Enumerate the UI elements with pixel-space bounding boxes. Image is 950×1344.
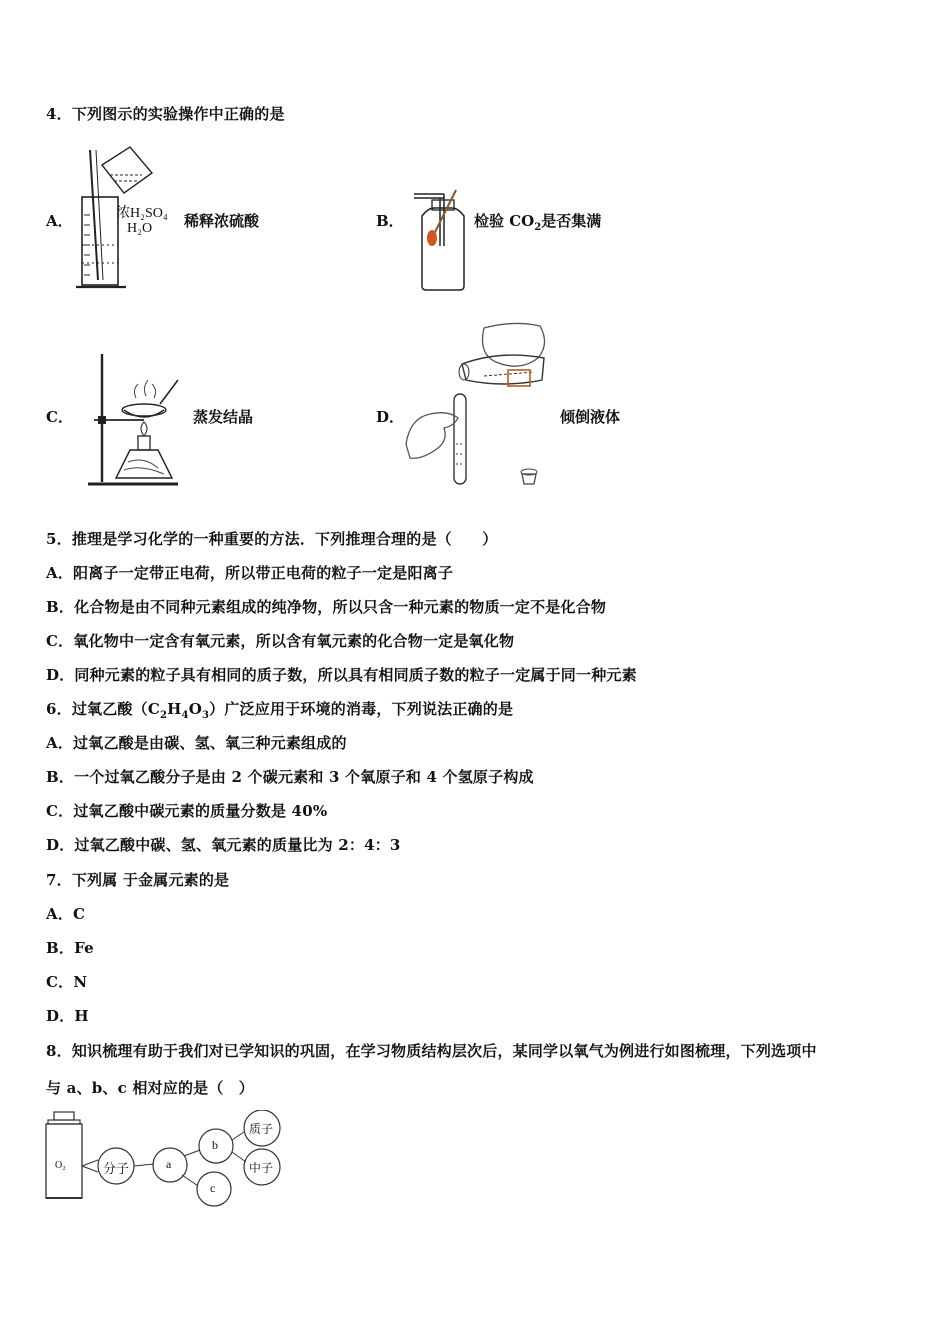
- q6-stem: 6．过氧乙酸$(C_2H_4O_3)$广泛应用于环境的消毒，下列说法正确的是: [46, 700, 514, 721]
- q6-option-b: B．一个过氧乙酸分子是由 2 个碳元素和 3 个氧原子和 4 个氢原子构成: [46, 768, 534, 786]
- q4-option-a-letter: A．: [46, 212, 73, 230]
- q5-stem: 5．推理是学习化学的一种重要的方法．下列推理合理的是（ ）: [46, 530, 498, 548]
- h2so4-label: 浓H₂SO₄: [116, 206, 168, 221]
- proton-label: 质子: [249, 1122, 274, 1136]
- q8-stem-line2: 与 a、b、c 相对应的是（ ）: [46, 1079, 254, 1097]
- node-c-label: c: [210, 1181, 216, 1195]
- q5-option-c: C．氧化物中一定含有氧元素，所以含有氧元素的化合物一定是氧化物: [46, 632, 515, 650]
- q5-option-d: D．同种元素的粒子具有相同的质子数，所以具有相同质子数的粒子一定属于同一种元素: [46, 666, 637, 684]
- node-a-label: a: [166, 1157, 172, 1171]
- q4-option-b-letter: B．: [376, 212, 404, 230]
- q6-option-c: C．过氧乙酸中碳元素的质量分数是 40%: [46, 802, 328, 820]
- q4-option-c-letter: C．: [46, 408, 73, 426]
- co2-test-figure: [402, 186, 472, 294]
- pouring-liquid-figure: [404, 314, 554, 494]
- q4-option-d-letter: D．: [376, 408, 405, 426]
- q7-stem: 7．下列属 于金属元素的是: [46, 871, 230, 889]
- q7-option-b: B．Fe: [46, 939, 94, 957]
- q7-option-a: A．C: [46, 905, 86, 923]
- q6-option-d: D．过氧乙酸中碳、氢、氧元素的质量比为 2：4：3: [46, 836, 401, 854]
- q8-stem-line1: 8．知识梳理有助于我们对已学知识的巩固，在学习物质结构层次后，某同学以氧气为例进行如图梳理，下列选项中: [46, 1042, 817, 1060]
- q4-option-a-caption: 稀释浓硫酸: [184, 212, 260, 230]
- h2o-label: H₂O: [127, 221, 153, 236]
- q4-stem: 4．下列图示的实验操作中正确的是: [46, 105, 285, 123]
- q6-option-a: A．过氧乙酸是由碳、氢、氧三种元素组成的: [46, 734, 347, 752]
- q4-option-d-caption: 倾倒液体: [560, 408, 621, 426]
- q4-option-c-caption: 蒸发结晶: [193, 408, 254, 426]
- molecule-label: 分子: [103, 1161, 130, 1176]
- o2-label: O₂: [55, 1160, 66, 1171]
- q5-option-b: B．化合物是由不同种元素组成的纯净物，所以只含一种元素的物质一定不是化合物: [46, 598, 607, 616]
- neutron-label: 中子: [249, 1161, 274, 1175]
- q7-option-c: C．N: [46, 973, 88, 991]
- node-b-label: b: [212, 1138, 218, 1152]
- q7-option-d: D．H: [46, 1007, 89, 1025]
- evaporation-figure: [84, 350, 184, 490]
- q5-option-a: A．阳离子一定带正电荷，所以带正电荷的粒子一定是阳离子: [46, 564, 454, 582]
- q4-option-b-caption: 检验 $CO_2$是否集满: [474, 212, 602, 233]
